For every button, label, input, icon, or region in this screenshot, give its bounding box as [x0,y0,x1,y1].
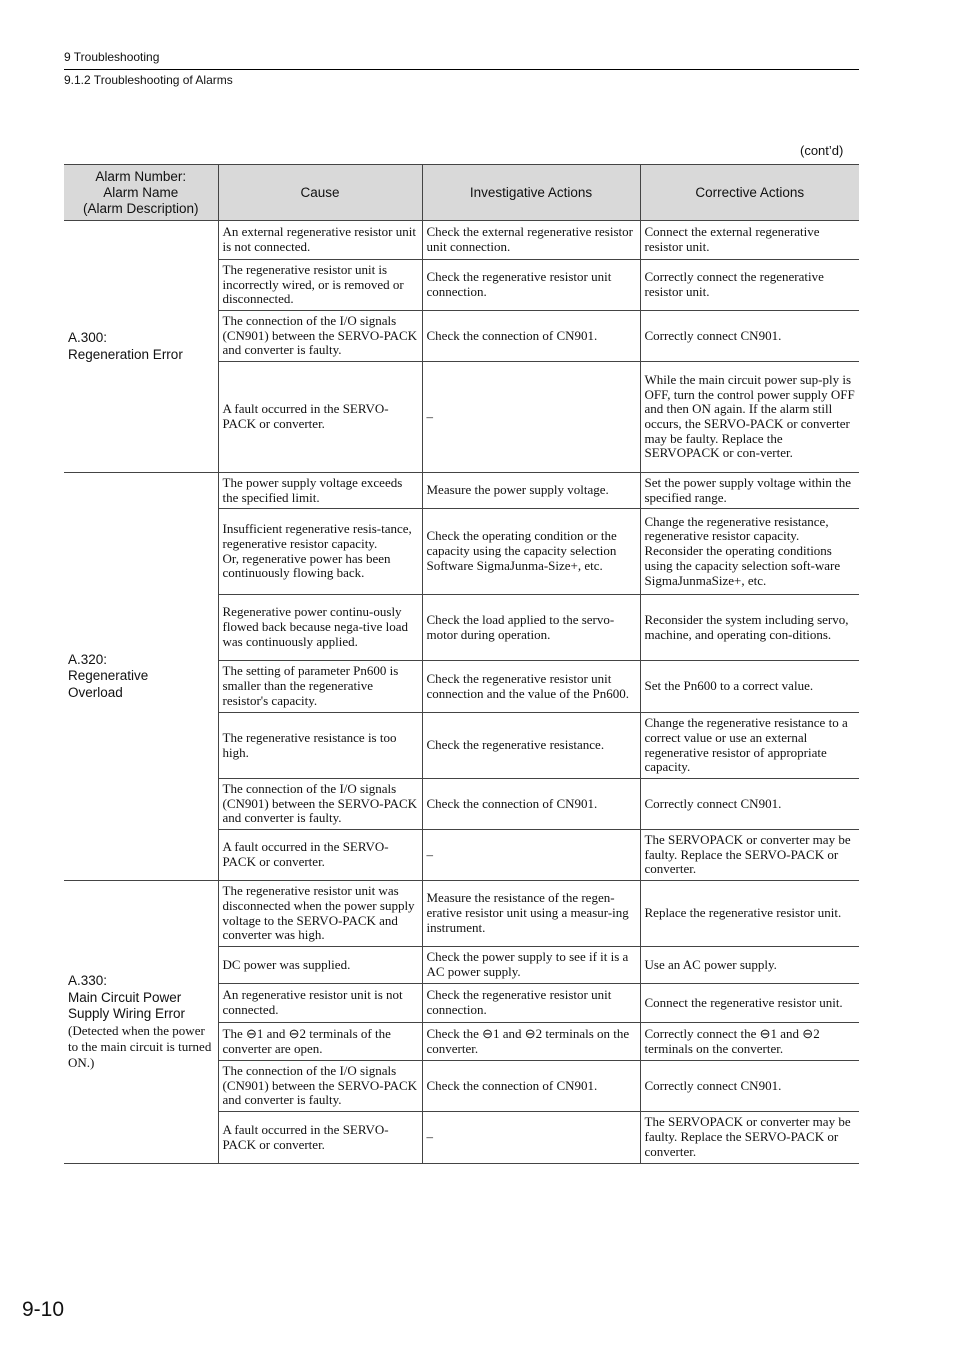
section-heading: 9.1.2 Troubleshooting of Alarms [64,73,233,87]
alarm-name: Regeneration Error [68,346,183,362]
cause-cell: A fault occurred in the SERVO-PACK or converter. [218,1112,422,1164]
header-cause: Cause [218,165,422,221]
alarm-name: Main Circuit Power Supply Wiring Error [68,989,186,1022]
alarm-table [64,164,859,1164]
investigative-cell: Check the regenerative resistance. [422,713,640,779]
alarm-cell [64,881,218,1164]
table-header-row [64,165,859,221]
alarm-cell [64,473,218,881]
header-alarm-line: (Alarm Description) [82,200,199,216]
investigative-cell: Check the regenerative resistor unit connection. [422,260,640,311]
corrective-cell: Use an AC power supply. [640,947,859,984]
alarm-description: (Detected when the power to the main circuit is turned ON.) [68,1022,212,1070]
header-corrective: Corrective Actions [640,165,859,221]
corrective-cell: Change the regenerative resistance, regenerative resistor capacity. Reconsider the operating conditions using the capacity selection soft-ware SigmaJunmaSize+, etc. [640,509,859,595]
cause-cell: A fault occurred in the SERVO-PACK or converter. [218,362,422,473]
cause-cell: Regenerative power continu-ously flowed back because nega-tive load was continuously applied. [218,595,422,661]
cause-cell: The connection of the I/O signals (CN901) between the SERVO-PACK and converter is faulty. [218,779,422,830]
investigative-cell: Measure the power supply voltage. [422,473,640,509]
cause-text: Insufficient regenerative resis-tance, regenerative resistor capacity. [222,521,412,551]
corrective-cell: Set the power supply voltage within the specified range. [640,473,859,509]
cause-cell: A fault occurred in the SERVO-PACK or converter. [218,830,422,881]
cause-cell: The power supply voltage exceeds the specified limit. [218,473,422,509]
alarm-name: Regenerative Overload [68,668,149,700]
corrective-cell: Connect the external regenerative resistor unit. [640,221,859,260]
investigative-cell: Check the connection of CN901. [422,1061,640,1112]
header-alarm [64,165,218,221]
table-row [64,473,859,509]
page-number: 9-10 [22,1298,65,1321]
corrective-cell: Reconsider the system including servo, machine, and operating con-ditions. [640,595,859,661]
corrective-cell: Connect the regenerative resistor unit. [640,984,859,1023]
investigative-cell: Check the regenerative resistor unit connection and the value of the Pn600. [422,661,640,713]
investigative-cell: Measure the resistance of the regen-erative resistor unit using a measur-ing instrument. [422,881,640,947]
cause-cell: The regenerative resistor unit is incorrectly wired, or is removed or disconnected. [218,260,422,311]
investigative-cell: – [422,830,640,881]
header-alarm-line: Alarm Number: [95,168,187,184]
corrective-cell: Correctly connect the regenerative resistor unit. [640,260,859,311]
alarm-number: A.330: [68,973,108,989]
corrective-cell: Correctly connect CN901. [640,311,859,362]
investigative-cell: Check the load applied to the servo-motor during operation. [422,595,640,661]
investigative-cell: Check the connection of CN901. [422,779,640,830]
cause-cell [218,509,422,595]
investigative-cell: Check the connection of CN901. [422,311,640,362]
investigative-cell: Check the power supply to see if it is a AC power supply. [422,947,640,984]
cause-cell: The setting of parameter Pn600 is smaller than the regenerative resistor's capacity. [218,661,422,713]
cause-cell: DC power was supplied. [218,947,422,984]
chapter-heading: 9 Troubleshooting [64,50,160,64]
alarm-cell [64,221,218,473]
cause-cell: The regenerative resistance is too high. [218,713,422,779]
investigative-cell: Check the operating condition or the capacity using the capacity selection Software SigmaJunma-Size+, etc. [422,509,640,595]
corrective-cell: Correctly connect the ⊖1 and ⊖2 terminals on the converter. [640,1023,859,1061]
corrective-cell: Set the Pn600 to a correct value. [640,661,859,713]
cause-cell: The connection of the I/O signals (CN901) between the SERVO-PACK and converter is faulty. [218,311,422,362]
header-investigative: Investigative Actions [422,165,640,221]
corrective-cell: Correctly connect CN901. [640,779,859,830]
cause-text: Or, regenerative power has been continuously flowing back. [222,550,391,581]
cause-cell: The ⊖1 and ⊖2 terminals of the converter are open. [218,1023,422,1061]
corrective-cell: The SERVOPACK or converter may be faulty. Replace the SERVO-PACK or converter. [640,1112,859,1164]
investigative-cell: Check the ⊖1 and ⊖2 terminals on the converter. [422,1023,640,1061]
corrective-cell: Correctly connect CN901. [640,1061,859,1112]
continued-label: (cont’d) [800,143,844,158]
alarm-number: A.320: [68,651,108,667]
alarm-number: A.300: [68,330,108,345]
cause-cell: The connection of the I/O signals (CN901) between the SERVO-PACK and converter is faulty. [218,1061,422,1112]
header-alarm-line: Alarm Name [103,184,179,200]
investigative-cell: – [422,1112,640,1164]
investigative-cell: – [422,362,640,473]
table-row [64,881,859,947]
cause-cell: An external regenerative resistor unit is not connected. [218,221,422,260]
corrective-cell: Change the regenerative resistance to a correct value or use an external regenerative resistor of appropriate capacity. [640,713,859,779]
header-rule [64,69,859,70]
corrective-cell: The SERVOPACK or converter may be faulty. Replace the SERVO-PACK or converter. [640,830,859,881]
corrective-cell: While the main circuit power sup-ply is OFF, turn the control power supply OFF and then ON again. If the alarm still occurs, the SERVO-PACK or converter may be faulty. Replace the SERVOPACK or con-verter. [640,362,859,473]
table-row [64,221,859,260]
cause-cell: An regenerative resistor unit is not connected. [218,984,422,1023]
cause-cell: The regenerative resistor unit was disconnected when the power supply voltage to the SERVO-PACK and converter was high. [218,881,422,947]
investigative-cell: Check the regenerative resistor unit connection. [422,984,640,1023]
investigative-cell: Check the external regenerative resistor unit connection. [422,221,640,260]
corrective-cell: Replace the regenerative resistor unit. [640,881,859,947]
